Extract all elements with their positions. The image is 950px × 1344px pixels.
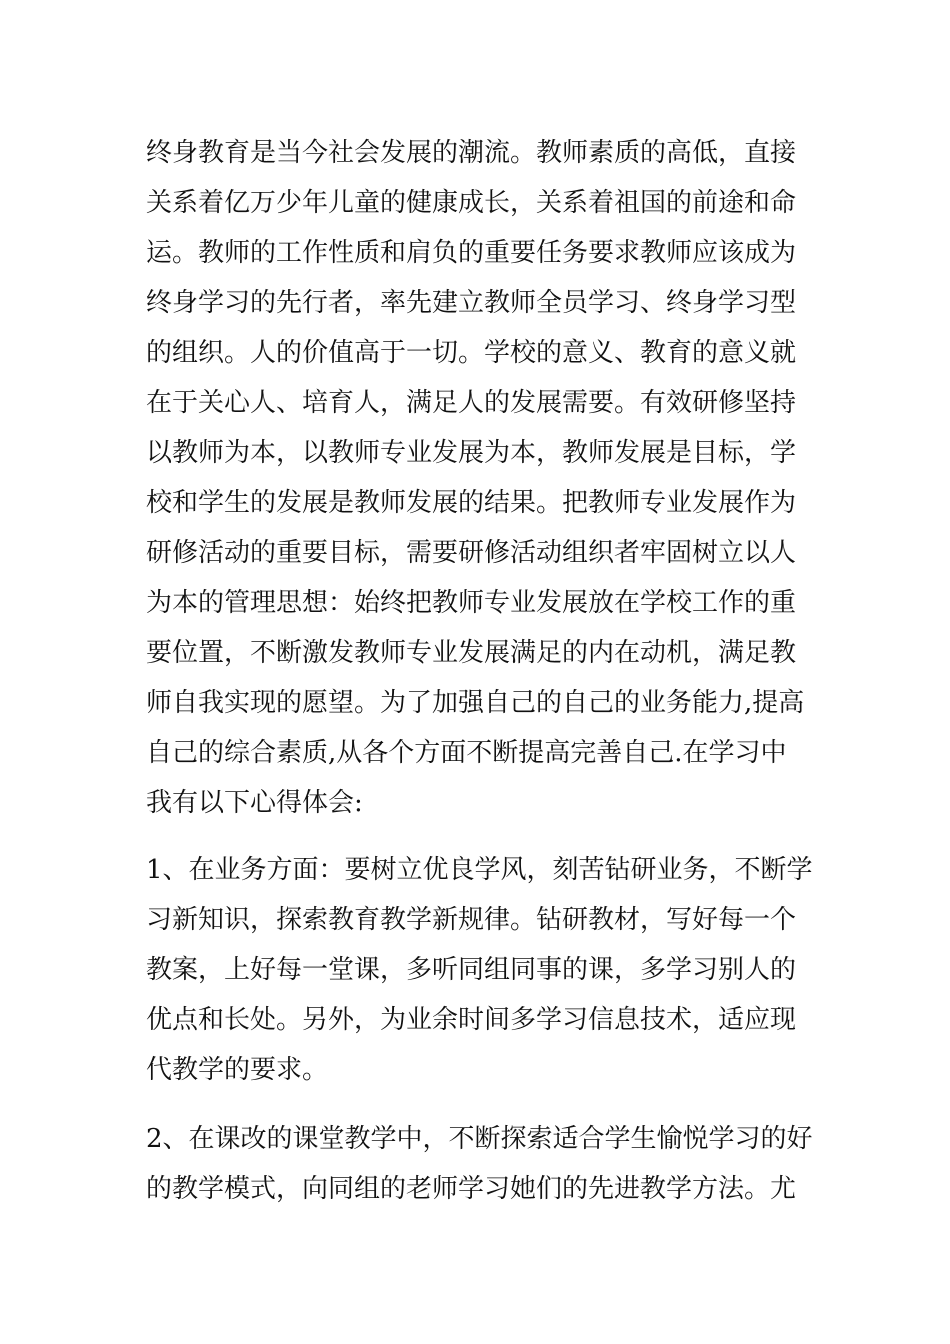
text-line: 优点和长处。另外，为业余时间多学习信息技术，适应现	[146, 1005, 797, 1035]
text-line: 习新知识，探索教育教学新规律。钻研教材，写好每一个	[146, 905, 797, 935]
text-line: 在于关心人、培育人，满足人的发展需要。有效研修坚持	[146, 388, 797, 418]
text-line: 师自我实现的愿望。为了加强自己的自己的业务能力,提高	[146, 688, 805, 718]
text-line: 以教师为本，以教师专业发展为本，教师发展是目标，学	[146, 438, 797, 468]
text-line: 校和学生的发展是教师发展的结果。把教师专业发展作为	[146, 488, 797, 518]
paragraph-point-1	[146, 845, 813, 1095]
text-line: 2、在课改的课堂教学中，不断探索适合学生愉悦学习的好	[146, 1124, 813, 1154]
text-line: 关系着亿万少年儿童的健康成长，关系着祖国的前途和命	[146, 188, 797, 218]
text-line: 运。教师的工作性质和肩负的重要任务要求教师应该成为	[146, 238, 797, 268]
text-line: 我有以下心得体会:	[146, 788, 363, 818]
text-line: 为本的管理思想：始终把教师专业发展放在学校工作的重	[146, 588, 797, 618]
text-line: 教案，上好每一堂课，多听同组同事的课，多学习别人的	[146, 955, 797, 985]
text-line: 的教学模式，向同组的老师学习她们的先进教学方法。尤	[146, 1174, 797, 1204]
text-line: 终身教育是当今社会发展的潮流。教师素质的高低，直接	[146, 138, 797, 168]
text-line: 自己的综合素质,从各个方面不断提高完善自己.在学习中	[146, 738, 787, 768]
text-line: 1、在业务方面：要树立优良学风，刻苦钻研业务，不断学	[146, 855, 813, 885]
text-line: 要位置，不断激发教师专业发展满足的内在动机，满足教	[146, 638, 797, 668]
text-line: 的组织。人的价值高于一切。学校的意义、教育的意义就	[146, 338, 797, 368]
paragraph-point-2	[146, 1114, 813, 1214]
text-line: 代教学的要求。	[146, 1055, 329, 1085]
paragraph-intro	[146, 128, 806, 828]
text-line: 终身学习的先行者，率先建立教师全员学习、终身学习型	[146, 288, 797, 318]
text-line: 研修活动的重要目标，需要研修活动组织者牢固树立以人	[146, 538, 797, 568]
